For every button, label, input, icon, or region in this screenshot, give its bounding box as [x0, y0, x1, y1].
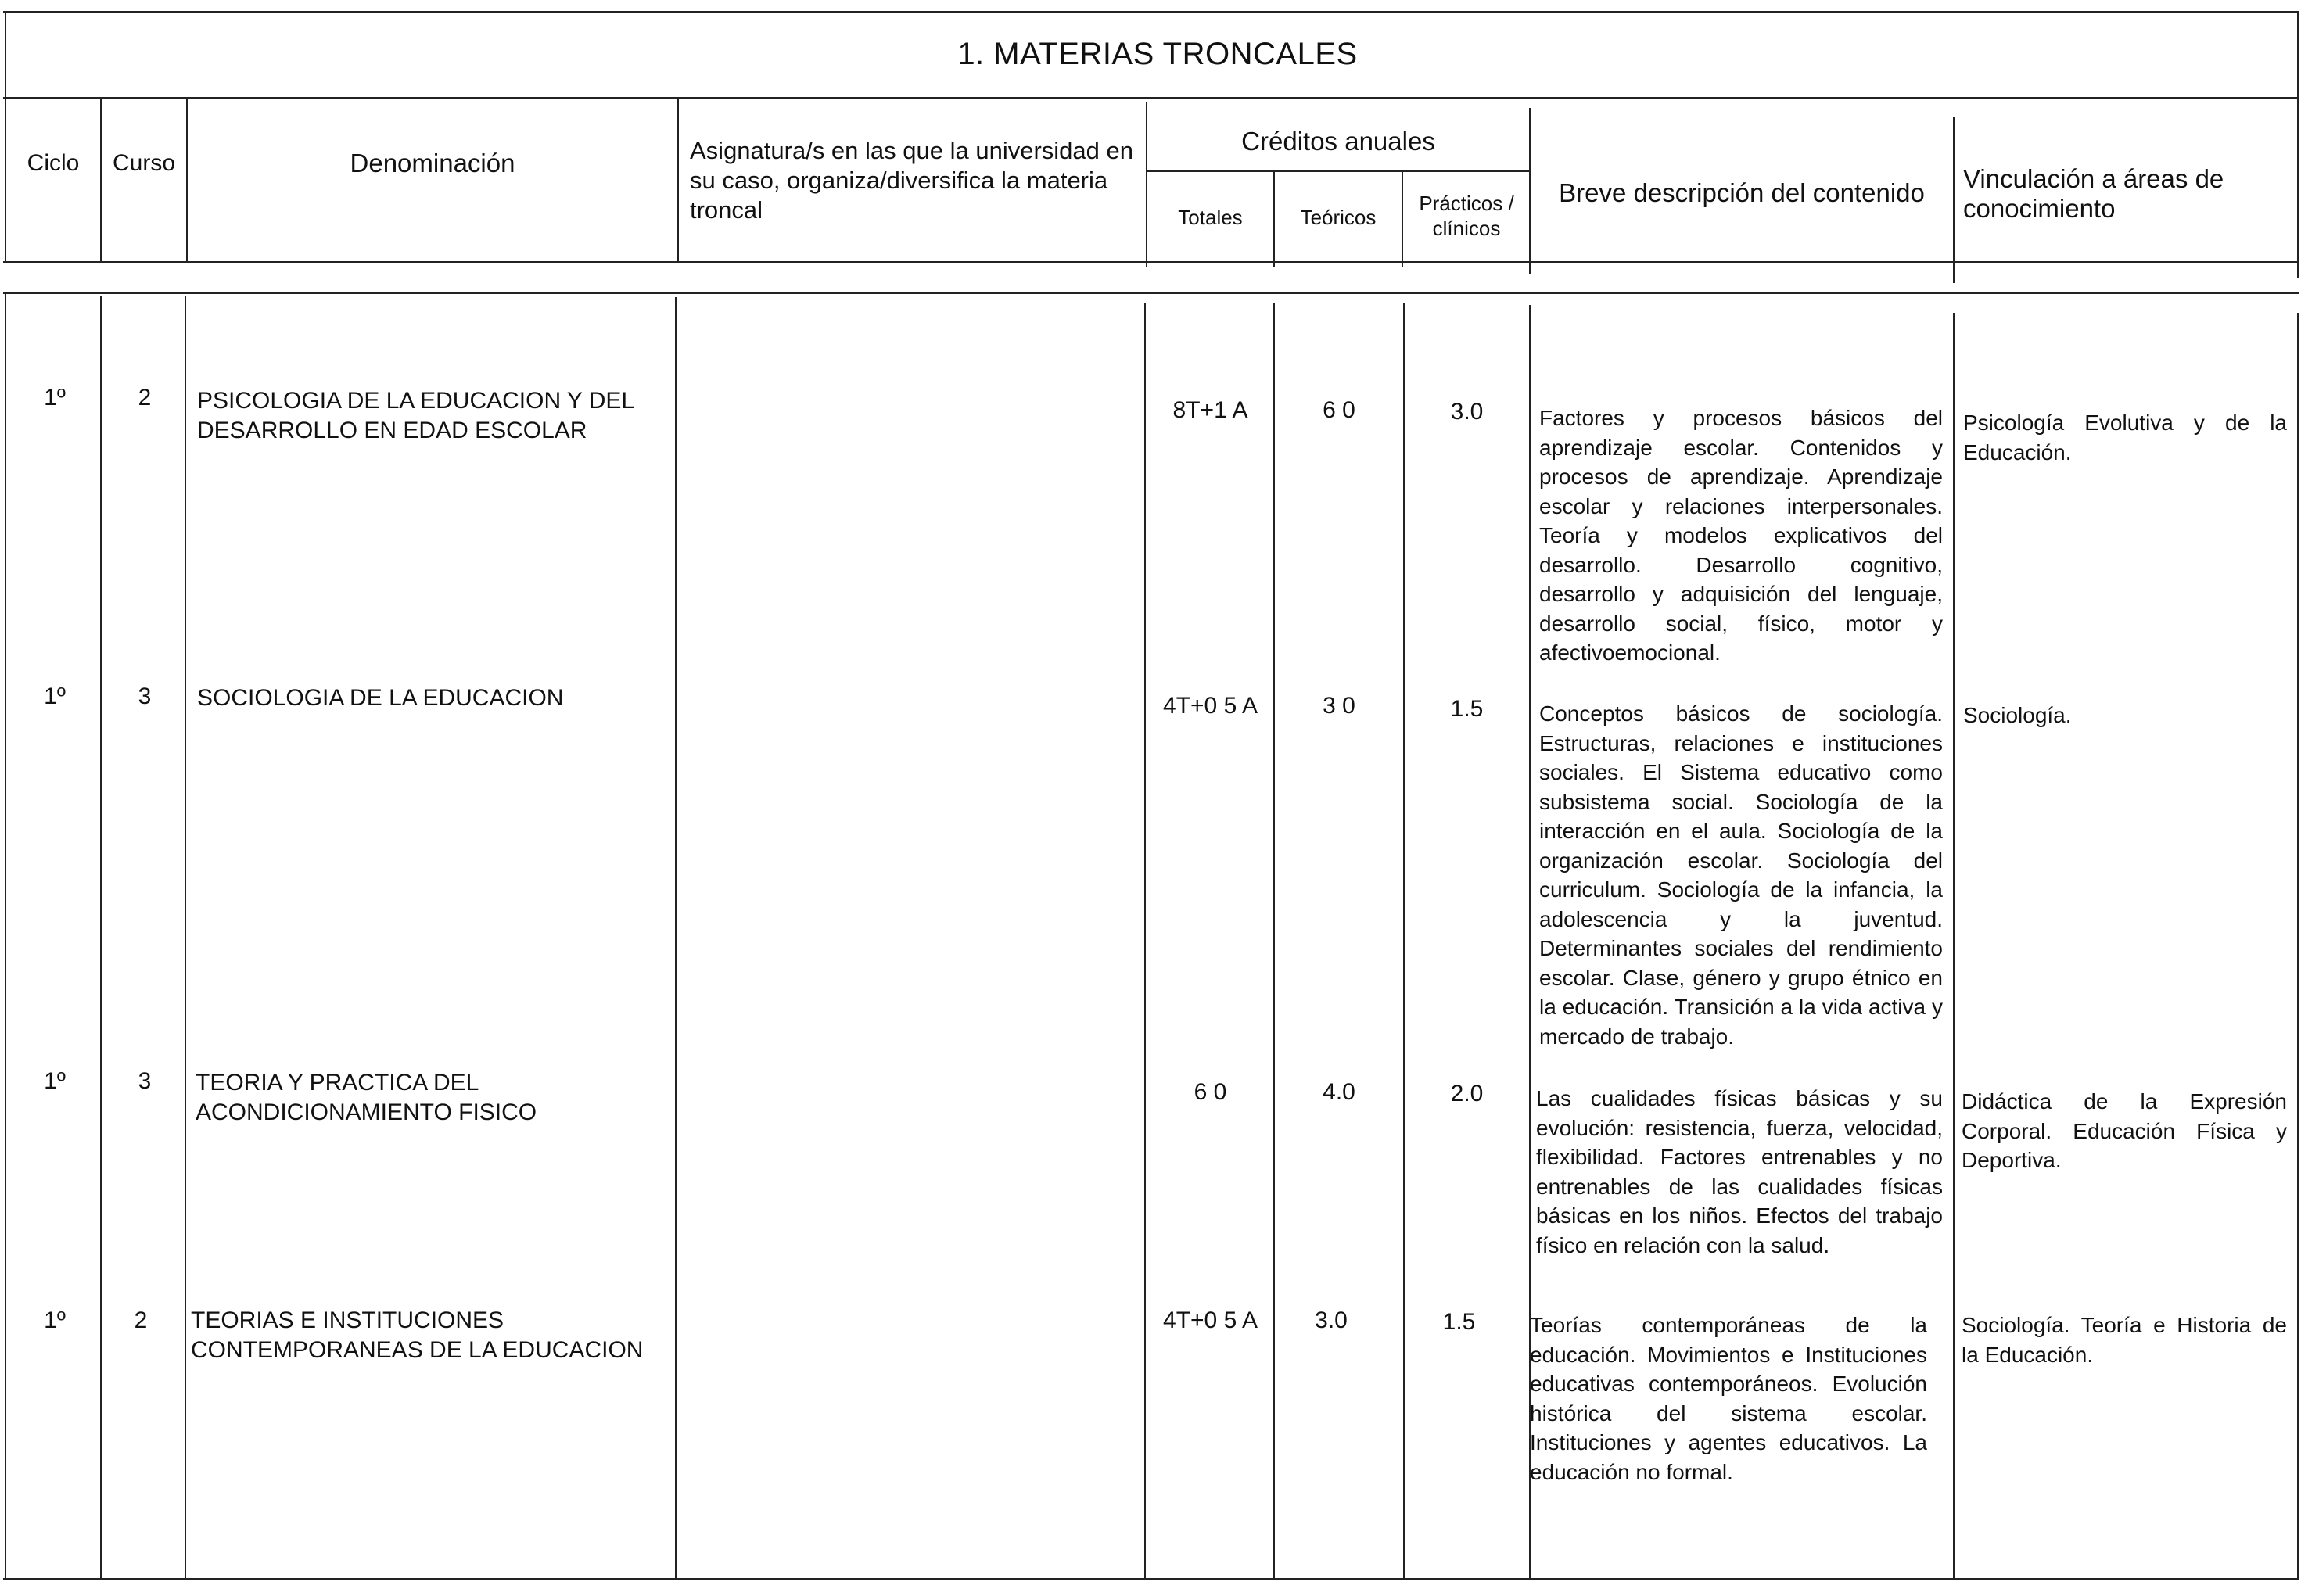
- cell-curso: 2: [138, 385, 152, 411]
- cell-practicos: 1.5: [1442, 1309, 1476, 1335]
- cell-descripcion: Las cualidades físicas básicas y su evolución: resistencia, fuerza, velocidad, flexibilidad. Factores entrenables y no entrenables de las cualidades físicas básicas en los niños. Efectos del trabajo físico en relación con la salud.: [1536, 1086, 1943, 1257]
- cell-totales: 6 0: [1194, 1079, 1227, 1105]
- cell-curso: 3: [138, 683, 152, 709]
- cell-ciclo: 1º: [44, 1307, 66, 1333]
- cell-teoricos: 6 0: [1323, 397, 1355, 423]
- cell-denominacion: PSICOLOGIA DE LA EDUCACION Y DEL DESARROLLO EN EDAD ESCOLAR: [197, 388, 634, 443]
- cell-totales: 8T+1 A: [1172, 397, 1248, 423]
- cell-ciclo: 1º: [44, 385, 66, 411]
- cell-ciclo: 1º: [44, 683, 66, 709]
- cell-descripcion: Factores y procesos básicos del aprendizaje escolar. Contenidos y procesos de aprendizaje. Aprendizaje escolar y relaciones interpersonales. Teoría y modelos explicativos del desarrollo. Desarrollo cognitivo, desarrollo y adquisición del lenguaje, desarrollo social, físico, motor y afectivoemocional.: [1539, 406, 1943, 665]
- header-curso: Curso: [112, 150, 176, 176]
- cell-teoricos: 4.0: [1323, 1079, 1355, 1105]
- cell-vinculacion: Psicología Evolutiva y de la Educación.: [1963, 411, 2287, 464]
- cell-descripcion: Conceptos básicos de sociología. Estructuras, relaciones e instituciones sociales. El Sistema educativo como subsistema social. Sociología de la interacción en el aula. Sociología de la organización escolar. Sociología del curriculum. Sociología de la infancia, la adolescencia y la juventud. Determinantes sociales del rendimiento escolar. Clase, género y grupo étnico en la educación. Transición a la vida activa y mercado de trabajo.: [1539, 701, 1943, 1049]
- header-asignatura: Asignatura/s en las que la universidad en su caso, organiza/diversifica la materia troncal: [690, 137, 1133, 224]
- cell-vinculacion: Sociología. Teoría e Historia de la Educación.: [1962, 1313, 2287, 1367]
- cell-totales: 4T+0 5 A: [1163, 693, 1258, 719]
- cell-practicos: 2.0: [1450, 1081, 1484, 1106]
- header-denominacion: Denominación: [350, 149, 515, 178]
- header-creditos: Créditos anuales: [1241, 127, 1435, 156]
- cell-vinculacion: Didáctica de la Expresión Corporal. Educación Física y Deportiva.: [1962, 1089, 2287, 1172]
- cell-curso: 3: [138, 1068, 152, 1094]
- header-descripcion: Breve descripción del contenido: [1559, 178, 1925, 207]
- cell-practicos: 3.0: [1450, 399, 1484, 425]
- header-ciclo: Ciclo: [27, 150, 80, 176]
- page-title: 1. MATERIAS TRONCALES: [957, 37, 1358, 71]
- header-practicos: Prácticos / clínicos: [1419, 192, 1514, 240]
- cell-totales: 4T+0 5 A: [1163, 1307, 1258, 1333]
- cell-denominacion: SOCIOLOGIA DE LA EDUCACION: [197, 685, 564, 711]
- cell-teoricos: 3 0: [1323, 693, 1355, 719]
- cell-denominacion: TEORIA Y PRACTICA DEL ACONDICIONAMIENTO FISICO: [196, 1070, 537, 1125]
- cell-denominacion: TEORIAS E INSTITUCIONES CONTEMPORANEAS DE LA EDUCACION: [191, 1307, 644, 1363]
- header-teoricos: Teóricos: [1300, 206, 1377, 229]
- header-vinculacion: Vinculación a áreas de conocimiento: [1963, 164, 2224, 223]
- cell-ciclo: 1º: [44, 1068, 66, 1094]
- cell-curso: 2: [134, 1307, 148, 1333]
- cell-descripcion: Teorías contemporáneas de la educación. Movimientos e Instituciones educativas contemporáneos. Evolución histórica del sistema escolar. Instituciones y agentes educativos. La educación no formal.: [1530, 1313, 1927, 1484]
- cell-teoricos: 3.0: [1315, 1307, 1348, 1333]
- cell-vinculacion: Sociología.: [1963, 703, 2072, 727]
- cell-practicos: 1.5: [1450, 696, 1484, 722]
- header-totales: Totales: [1178, 206, 1243, 229]
